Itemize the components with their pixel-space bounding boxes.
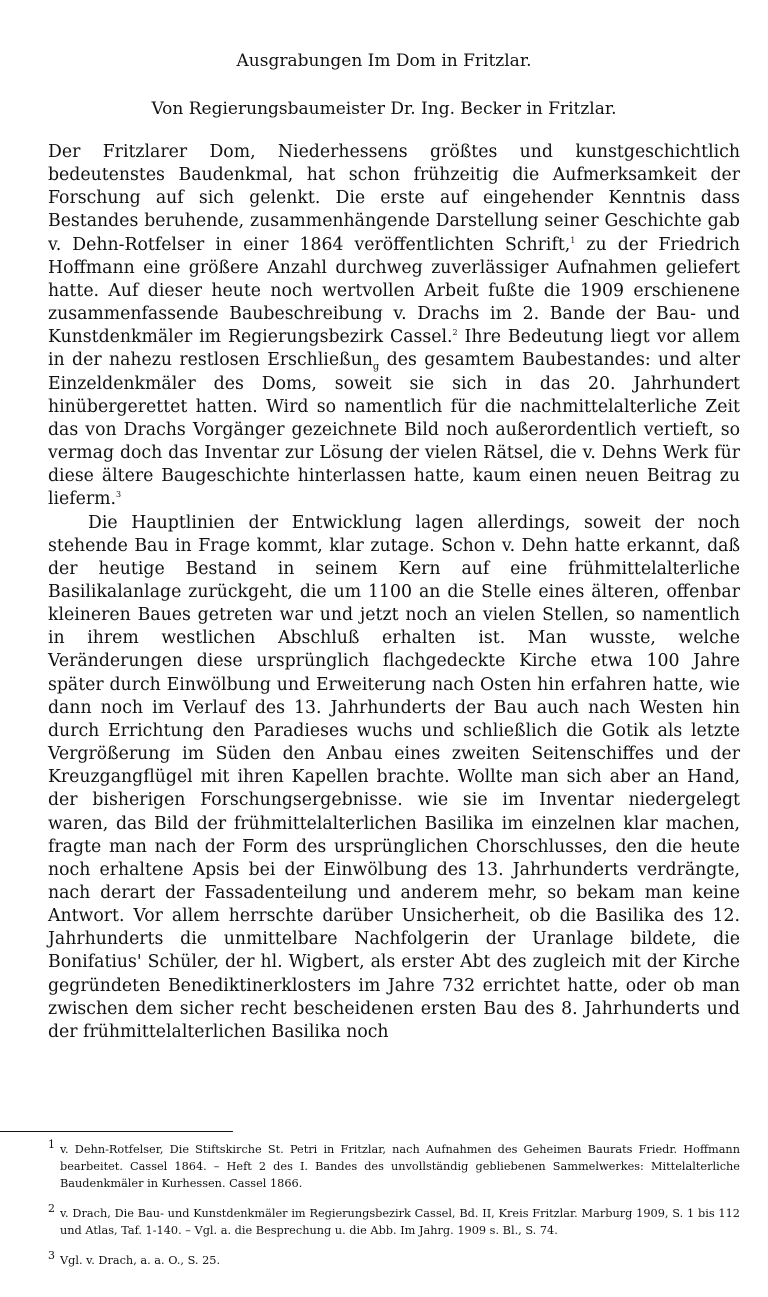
footnote-2-text: v. Drach, Die Bau- und Kunstdenkmäler im Regierungsbezirk Cassel, Bd. II, Kreis Fritzlar. Marburg 1909, S. 1 bis 112 und Atlas, Taf. 1-140. – Vgl. a. die Besprechung u. die Abb. Im Jahrg. 1909 s. Bl., S. 74. <box>60 1207 740 1237</box>
paragraph-1-text-b: zu der Friedrich Hoffmann eine größere Anzahl durchweg zuverlässiger Aufnahmen geliefert hatte. Auf dieser heute noch wertvollen Arbeit fußte die 1909 erschienene zusammenfassende Baubeschreibung v. Drachs im 2. Bande der Bau- und Kunstdenkmäler im Regierungsbezirk Cassel. <box>48 234 740 348</box>
article-title: Ausgrabungen Im Dom in Fritzlar. <box>236 51 532 71</box>
footnotes <box>48 1138 740 1282</box>
footnote-3-mark: 3 <box>48 1249 55 1262</box>
article-byline: Von Regierungsbaumeister Dr. Ing. Becker in Fritzlar. <box>151 99 617 119</box>
paragraph-1 <box>48 141 740 512</box>
footnote-1 <box>48 1138 740 1192</box>
paragraph-1-text-d: des gesamtem Baubestandes: und alter Einzeldenkmäler des Doms, soweit sie sich in das 20. Jahrhundert hinübergerettet hatten. Wird so namentlich für die nachmittelalterliche Zeit das von Drachs Vorgänger gezeichnete Bild noch außerordentlich vertieft, so vermag doch das Inventar zur Lösung der vielen Rätsel, die v. Dehns Werk für diese ältere Baugeschichte hinterlassen hatte, kaum einen neuen Beitrag zu lieferm. <box>48 350 740 510</box>
footnote-ref-1: 1 <box>570 235 576 245</box>
footnote-3-text: Vgl. v. Drach, a. a. O., S. 25. <box>60 1254 221 1267</box>
footnote-2-mark: 2 <box>48 1202 55 1215</box>
footnote-2 <box>48 1202 740 1239</box>
footnote-1-text: v. Dehn-Rotfelser, Die Stiftskirche St. Petri in Fritzlar, nach Aufnahmen des Geheimen Baurats Friedr. Hoffmann bearbeitet. Cassel 1864. – Heft 2 des I. Bandes des unvollständig gebliebenen Sammelwerkes: Mittelalterliche Baudenkmäler in Kurhessen. Cassel 1866. <box>60 1143 740 1190</box>
article-body <box>48 141 740 1044</box>
footnote-separator <box>0 1131 233 1132</box>
footnote-ref-2: 2 <box>452 328 458 338</box>
subscript-letter: g <box>372 361 380 373</box>
footnote-ref-3: 3 <box>116 490 122 500</box>
paragraph-1-text-a: Der Fritzlarer Dom, Niederhessens größtes und kunstgeschichtlich bedeutenstes Baudenkmal, hat schon frühzeitig die Aufmerksamkeit der Forschung auf sich gelenkt. Die erste auf eingehender Kenntnis dass Bestandes beruhende, zusammenhängende Darstellung seiner Geschichte gab v. Dehn-Rotfelser in einer 1864 veröffentlichten Schrift, <box>48 142 740 255</box>
footnote-1-mark: 1 <box>48 1138 55 1151</box>
paragraph-2: Die Hauptlinien der Entwicklung lagen allerdings, soweit der noch stehende Bau in Frage kommt, klar zutage. Schon v. Dehn hatte erkannt, daß der heutige Bestand in seinem Kern auf eine frühmittelalterliche Basilikalanlage zurückgeht, die um 1100 an die Stelle eines älteren, offenbar kleineren Baues getreten war und jetzt noch an vielen Stellen, so namentlich in ihrem westlichen Abschluß erhalten ist. Man wusste, welche Veränderungen diese ursprünglich flachgedeckte Kirche etwa 100 Jahre später durch Einwölbung und Erweiterung nach Osten hin erfahren hatte, wie dann noch im Verlauf des 13. Jahrhunderts der Bau auch nach Westen hin durch Errichtung den Paradieses wuchs und schließlich die Gotik als letzte Vergrößerung im Süden den Anbau eines zweiten Seitenschiffes und der Kreuzgangflügel mit ihren Kapellen brachte. Wollte man sich aber an Hand, der bisherigen Forschungsergebnisse. wie sie im Inventar niedergelegt waren, das Bild der frühmittelalterlichen Basilika im einzelnen klar machen, fragte man nach der Form des ursprünglichen Chorschlusses, den die heute noch erhaltene Apsis bei der Einwölbung des 13. Jahrhunderts verdrängte, nach derart der Fassadenteilung und anderem mehr, so bekam man keine Antwort. Vor allem herrschte darüber Unsicherheit, ob die Basilika des 12. Jahrhunderts die unmittelbare Nachfolgerin der Uranlage bildete, die Bonifatius' Schüler, der hl. Wigbert, als erster Abt des zugleich mit der Kirche gegründeten Benediktinerklosters im Jahre 732 errichtet hatte, oder ob man zwischen dem sicher recht bescheidenen ersten Bau des 8. Jahrhunderts und der frühmittelalterlichen Basilika noch <box>48 512 740 1042</box>
paragraph-1-text-c: Ihre Bedeutung liegt vor allem in der nahezu restlosen Erschließun <box>48 327 740 371</box>
footnote-3 <box>48 1249 740 1269</box>
